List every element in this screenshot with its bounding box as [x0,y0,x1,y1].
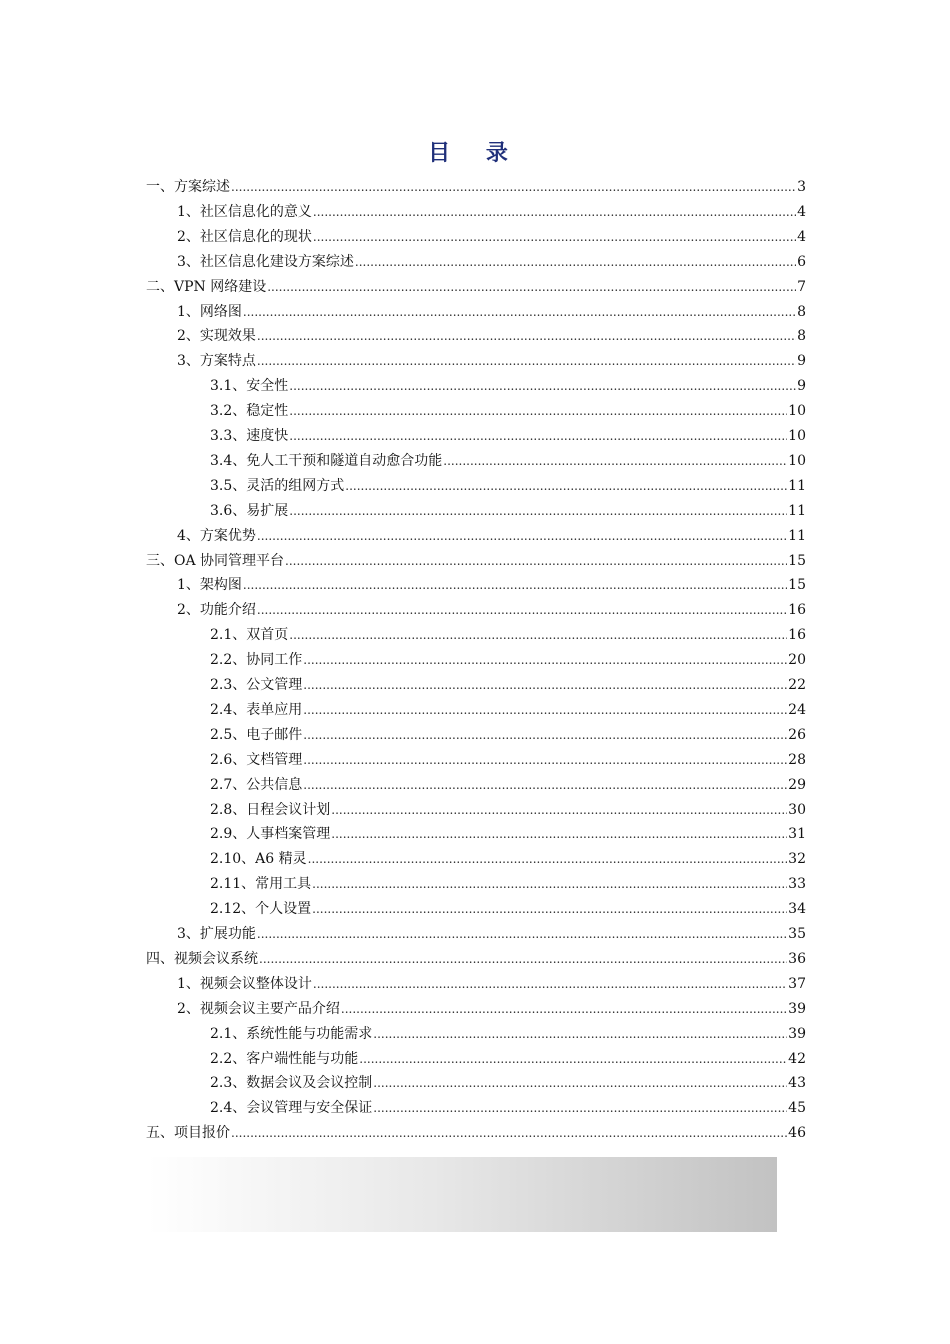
toc-entry-page-number: 8 [797,303,806,320]
toc-leader-dots [373,1023,787,1045]
toc-entry-label: 2.6、文档管理 [210,751,303,768]
toc-entry-page-number: 31 [788,826,806,843]
toc-entry-label: 2.9、人事档案管理 [210,826,331,843]
toc-entry-label: 1、架构图 [177,577,242,594]
toc-entry-page-number: 32 [788,851,806,868]
toc-entry-label: 2.5、电子邮件 [210,726,303,743]
toc-entry-label: 2.10、A6 精灵 [210,851,307,868]
toc-entry[interactable] [146,1122,806,1144]
toc-entry-label: 3.3、速度快 [210,428,289,444]
toc-entry[interactable] [210,898,806,920]
toc-leader-dots [257,325,796,347]
toc-leader-dots [231,176,796,198]
toc-entry-page-number: 16 [788,602,806,619]
toc-entry-label: 1、视频会议整体设计 [177,975,312,992]
toc-entry-page-number: 15 [788,552,806,569]
toc-entry[interactable] [177,973,806,995]
toc-entry-label: 3、扩展功能 [177,926,256,942]
toc-entry-label: 2.7、公共信息 [210,776,303,793]
toc-leader-dots [257,923,787,945]
toc-entry-label: 3.6、易扩展 [210,502,289,519]
toc-title: 目 录 [428,141,522,166]
toc-entry-page-number: 39 [788,1000,806,1017]
toc-entry[interactable] [177,301,806,323]
toc-entry-label: 2、功能介绍 [177,602,256,619]
toc-entry-page-number: 20 [788,652,806,669]
toc-entry-label: 二、VPN 网络建设 [146,278,267,295]
toc-leader-dots [313,226,796,248]
toc-leader-dots [257,599,787,621]
toc-entry-label: 2.3、公文管理 [210,677,303,693]
toc-entry-page-number: 11 [788,502,806,519]
toc-entry-page-number: 11 [788,477,806,494]
toc-leader-dots [373,1097,787,1119]
toc-entry-label: 2.2、协同工作 [210,652,303,669]
toc-entry-page-number: 10 [788,428,806,444]
toc-entry[interactable] [210,624,806,646]
toc-entry[interactable] [210,749,806,771]
toc-entry[interactable] [210,400,806,422]
toc-entry-page-number: 10 [788,452,806,469]
toc-entry-label: 2.4、会议管理与安全保证 [210,1100,373,1117]
toc-leader-dots [267,276,796,298]
toc-leader-dots [303,674,787,696]
toc-entry-label: 一、方案综述 [146,179,230,195]
toc-entry[interactable] [210,774,806,796]
decorative-gradient-bar [148,1157,777,1232]
toc-entry[interactable] [210,799,806,821]
toc-entry-label: 1、网络图 [177,303,242,320]
toc-entry-label: 2、社区信息化的现状 [177,228,312,245]
toc-entry[interactable] [210,375,806,397]
toc-entry[interactable] [177,525,806,547]
toc-entry[interactable] [177,201,806,223]
toc-entry-label: 2.8、日程会议计划 [210,801,331,818]
toc-entry[interactable] [210,1072,806,1094]
toc-entry[interactable] [210,873,806,895]
toc-leader-dots [259,948,787,970]
toc-entry[interactable] [210,823,806,845]
toc-leader-dots [289,624,787,646]
toc-entry-page-number: 43 [788,1075,806,1092]
toc-entry-label: 2.11、常用工具 [210,876,312,893]
toc-leader-dots [303,749,787,771]
toc-leader-dots [243,574,787,596]
toc-entry-page-number: 42 [788,1050,806,1067]
toc-entry-page-number: 24 [788,701,806,718]
toc-entry-page-number: 9 [797,378,806,395]
toc-entry[interactable] [146,276,806,298]
toc-entry[interactable] [177,325,806,347]
toc-leader-dots [313,201,796,223]
toc-leader-dots [289,500,787,522]
toc-entry[interactable] [146,550,806,572]
toc-entry[interactable] [210,699,806,721]
toc-leader-dots [331,823,787,845]
toc-entry-page-number: 45 [788,1100,806,1117]
toc-entry-label: 2.12、个人设置 [210,901,312,918]
toc-entry-label: 3.2、稳定性 [210,403,289,420]
toc-leader-dots [313,973,787,995]
toc-entry-page-number: 7 [797,278,806,295]
toc-entry-label: 3.1、安全性 [210,378,289,395]
toc-entry-label: 2.1、系统性能与功能需求 [210,1025,373,1042]
toc-entry[interactable] [210,475,806,497]
toc-entry-page-number: 4 [797,228,806,245]
toc-entry[interactable] [177,251,806,273]
toc-entry[interactable] [210,724,806,746]
toc-entry-label: 3.5、灵活的组网方式 [210,477,345,494]
toc-leader-dots [257,350,796,372]
toc-entry[interactable] [146,176,806,198]
toc-leader-dots [303,699,787,721]
toc-entry[interactable] [210,425,806,447]
toc-leader-dots [308,848,788,870]
toc-entry-page-number: 29 [788,776,806,793]
toc-entry[interactable] [210,1048,806,1070]
toc-entry[interactable] [210,500,806,522]
toc-leader-dots [359,1048,787,1070]
toc-leader-dots [341,998,787,1020]
toc-entry[interactable] [177,574,806,596]
toc-entry-page-number: 39 [788,1025,806,1042]
toc-entry[interactable] [177,599,806,621]
toc-entry[interactable] [177,226,806,248]
toc-entry-page-number: 37 [788,975,806,992]
toc-entry[interactable] [210,450,806,472]
toc-entry-label: 4、方案优势 [177,527,256,544]
toc-leader-dots [303,649,787,671]
toc-entry-label: 1、社区信息化的意义 [177,203,312,220]
toc-entry-page-number: 30 [788,801,806,818]
toc-entry-page-number: 28 [788,751,806,768]
toc-entry-page-number: 3 [797,179,806,195]
toc-leader-dots [289,375,796,397]
toc-entry[interactable] [177,923,806,945]
toc-entry-label: 五、项目报价 [146,1125,230,1142]
toc-entry[interactable] [210,649,806,671]
toc-leader-dots [289,425,787,447]
toc-entry-label: 3.4、免人工干预和隧道自动愈合功能 [210,452,443,469]
toc-entry-page-number: 11 [788,527,806,544]
toc-entry[interactable] [210,848,806,870]
toc-leader-dots [243,301,796,323]
toc-entry-page-number: 46 [788,1125,806,1142]
toc-leader-dots [312,873,787,895]
toc-entry-label: 三、OA 协同管理平台 [146,552,285,569]
toc-entry[interactable] [177,998,806,1020]
toc-leader-dots [303,724,787,746]
toc-leader-dots [257,525,787,547]
toc-leader-dots [443,450,787,472]
toc-entry-page-number: 10 [788,403,806,420]
toc-entry-label: 2、实现效果 [177,328,256,345]
toc-entry-label: 2、视频会议主要产品介绍 [177,1000,340,1017]
toc-leader-dots [285,550,787,572]
toc-leader-dots [231,1122,787,1144]
toc-entry[interactable] [177,350,806,372]
toc-entry-page-number: 16 [788,627,806,644]
toc-entry-label: 2.3、数据会议及会议控制 [210,1075,373,1092]
toc-entry-label: 四、视频会议系统 [146,950,258,967]
toc-entry[interactable] [146,948,806,970]
toc-leader-dots [289,400,787,422]
toc-entry[interactable] [210,1097,806,1119]
toc-entry-label: 2.4、表单应用 [210,701,303,718]
toc-entry-page-number: 9 [797,353,806,370]
toc-entry-page-number: 8 [797,328,806,345]
toc-entry-label: 2.1、双首页 [210,627,289,644]
toc-leader-dots [303,774,787,796]
toc-entry[interactable] [210,1023,806,1045]
toc-entry-page-number: 36 [788,950,806,967]
toc-entry-page-number: 26 [788,726,806,743]
toc-entry-label: 3、方案特点 [177,353,256,370]
toc-entry-page-number: 4 [797,203,806,220]
toc-entry-page-number: 6 [797,253,806,270]
toc-entry[interactable] [210,674,806,696]
toc-entry-page-number: 15 [788,577,806,594]
toc-entry-page-number: 22 [788,677,806,693]
toc-entry-label: 2.2、客户端性能与功能 [210,1050,359,1067]
toc-entry-page-number: 35 [788,926,806,942]
toc-leader-dots [331,799,787,821]
toc-entry-label: 3、社区信息化建设方案综述 [177,253,354,270]
toc-leader-dots [373,1072,787,1094]
toc-leader-dots [355,251,796,273]
toc-entry-page-number: 33 [788,876,806,893]
toc-leader-dots [312,898,787,920]
toc-leader-dots [345,475,787,497]
toc-entry-page-number: 34 [788,901,806,918]
